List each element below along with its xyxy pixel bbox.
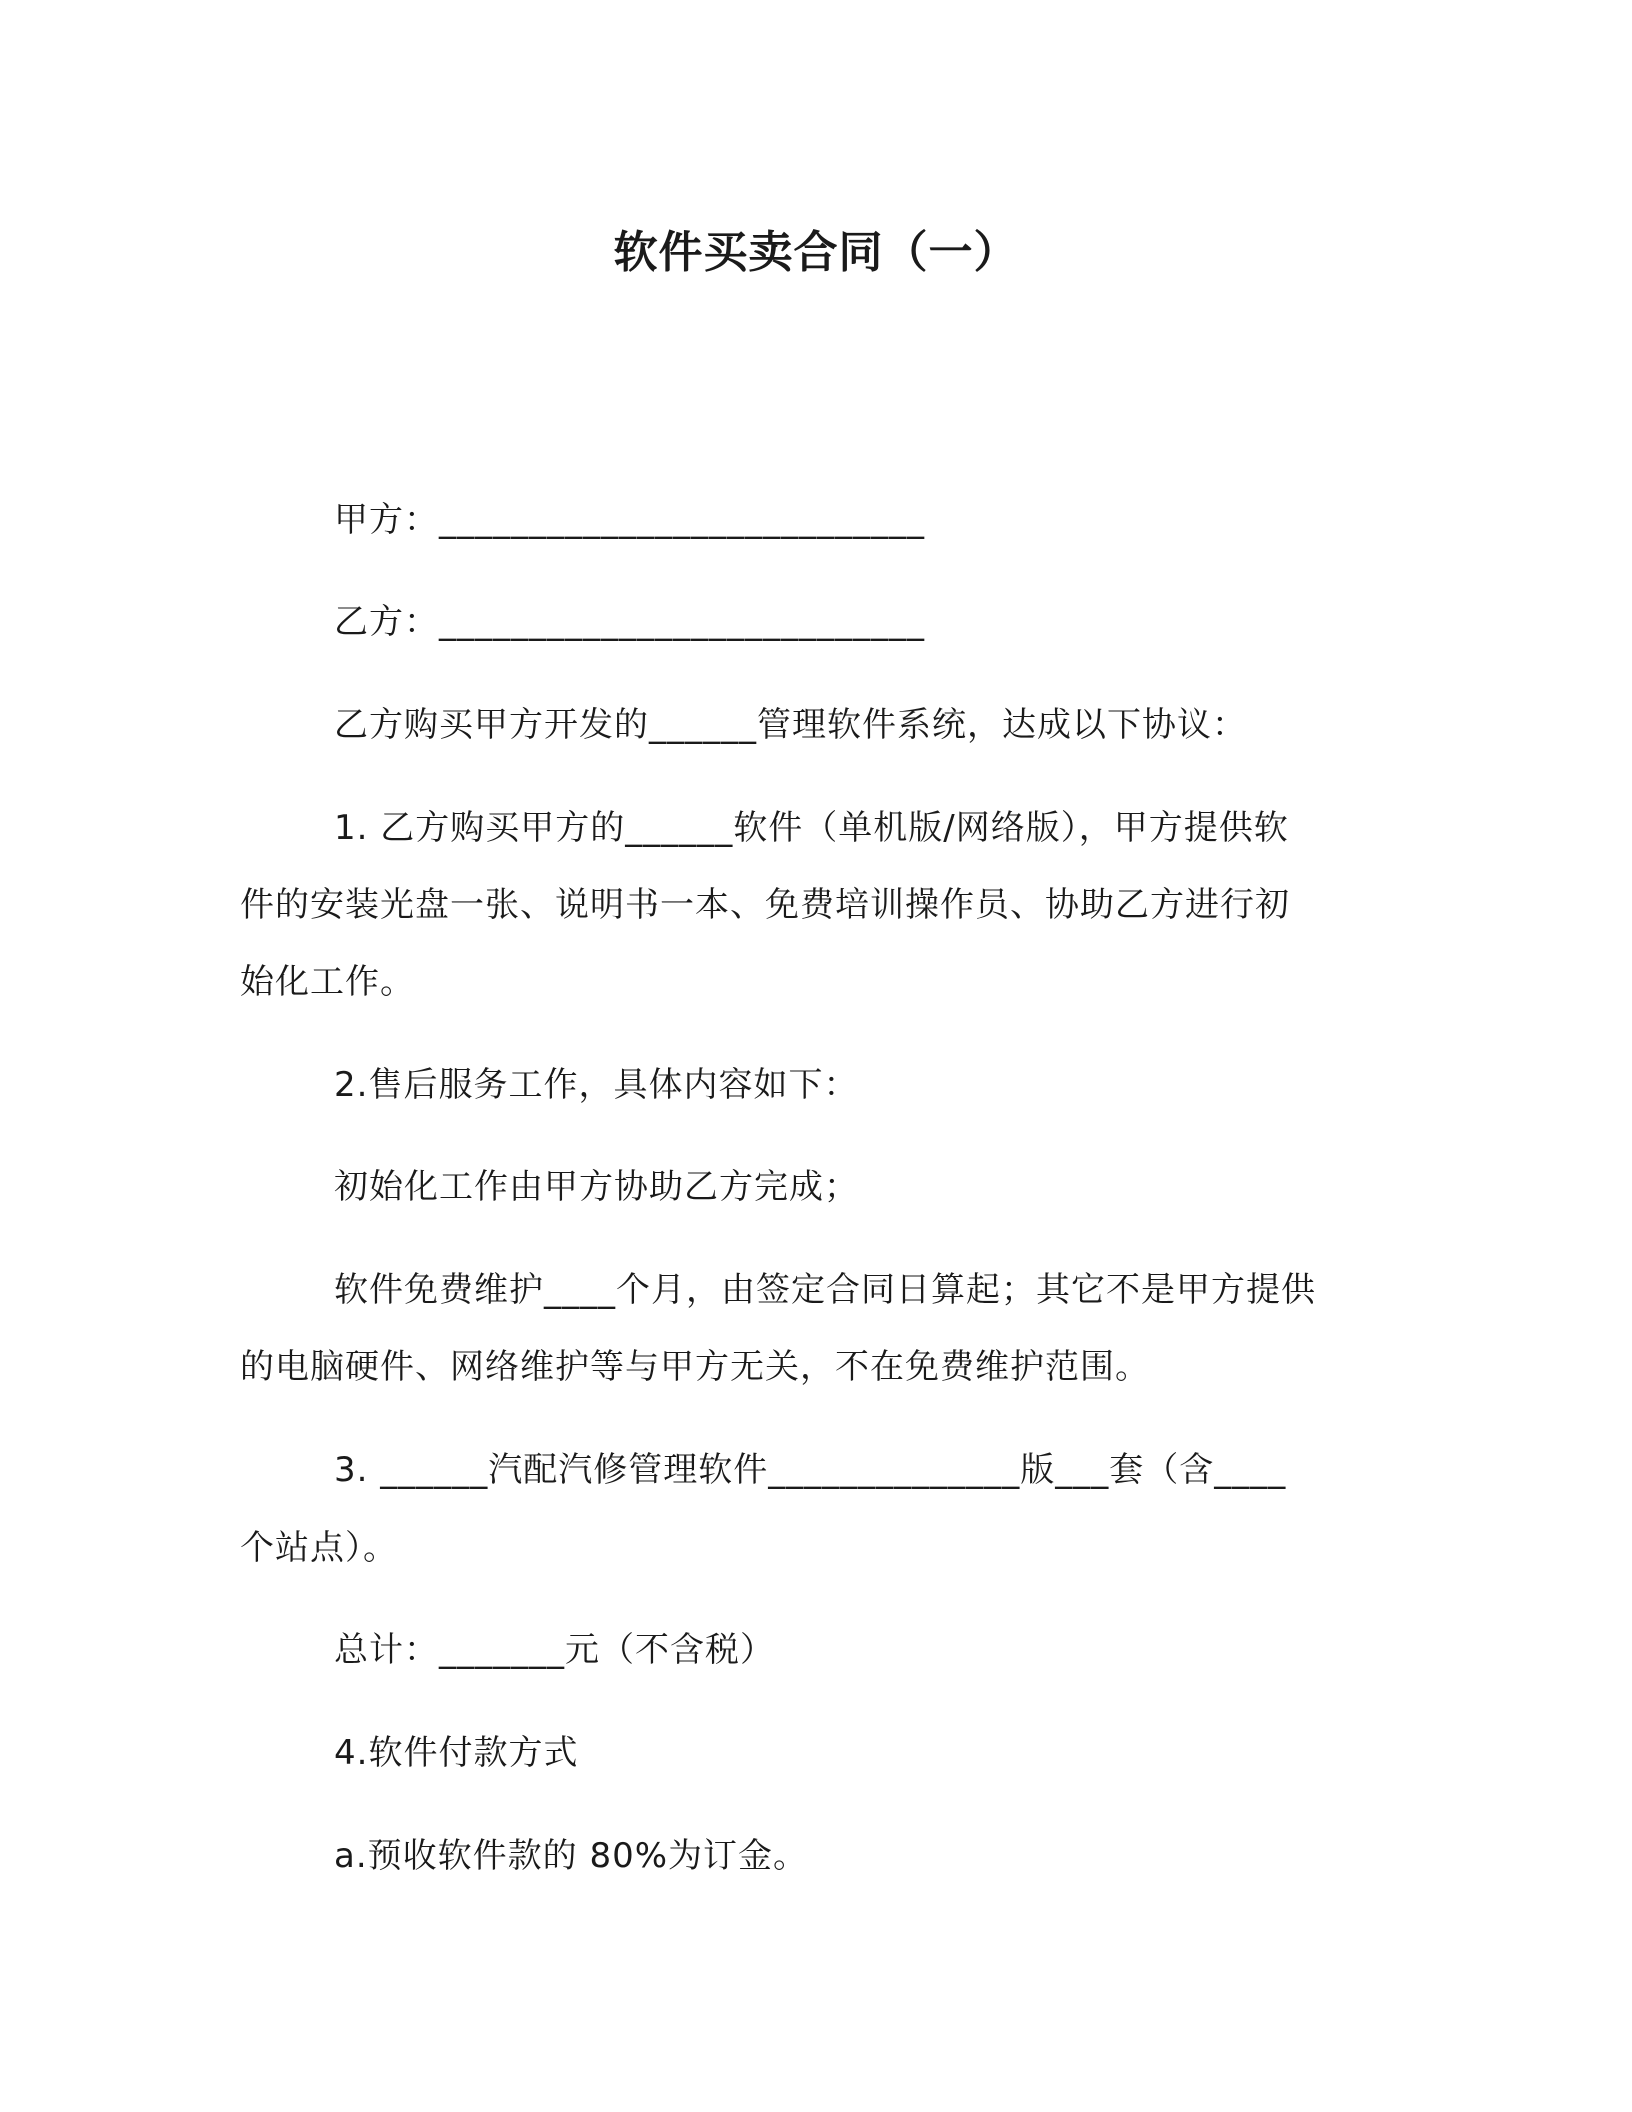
clause-3-line-2: 个站点）。 <box>240 1528 398 1568</box>
clause-2-heading: 2.售后服务工作，具体内容如下： <box>334 1065 859 1105</box>
clause-3-line-1: 3. ______汽配汽修管理软件______________版___套（含____ <box>334 1450 1287 1490</box>
clause-2-item-2-line-2: 的电脑硬件、网络维护等与甲方无关，不在免费维护范围。 <box>240 1347 1150 1387</box>
document-title: 软件买卖合同（一） <box>613 227 1019 278</box>
intro-paragraph: 乙方购买甲方开发的______管理软件系统，达成以下协议： <box>334 705 1247 745</box>
party-b-line: 乙方：___________________________ <box>334 602 925 642</box>
clause-2-item-1: 初始化工作由甲方协助乙方完成； <box>334 1167 859 1207</box>
total-line: 总计：_______元（不含税） <box>334 1630 775 1670</box>
party-a-line: 甲方：___________________________ <box>334 500 925 540</box>
clause-4-item-a: a.预收软件款的 80%为订金。 <box>334 1836 809 1876</box>
clause-1-line-2: 件的安装光盘一张、说明书一本、免费培训操作员、协助乙方进行初 <box>240 885 1290 925</box>
clause-4-heading: 4.软件付款方式 <box>334 1733 579 1773</box>
clause-1-line-1: 1. 乙方购买甲方的______软件（单机版/网络版），甲方提供软 <box>334 808 1289 848</box>
clause-1-line-3: 始化工作。 <box>240 962 415 1002</box>
clause-2-item-2-line-1: 软件免费维护____个月，由签定合同日算起；其它不是甲方提供 <box>334 1270 1316 1310</box>
